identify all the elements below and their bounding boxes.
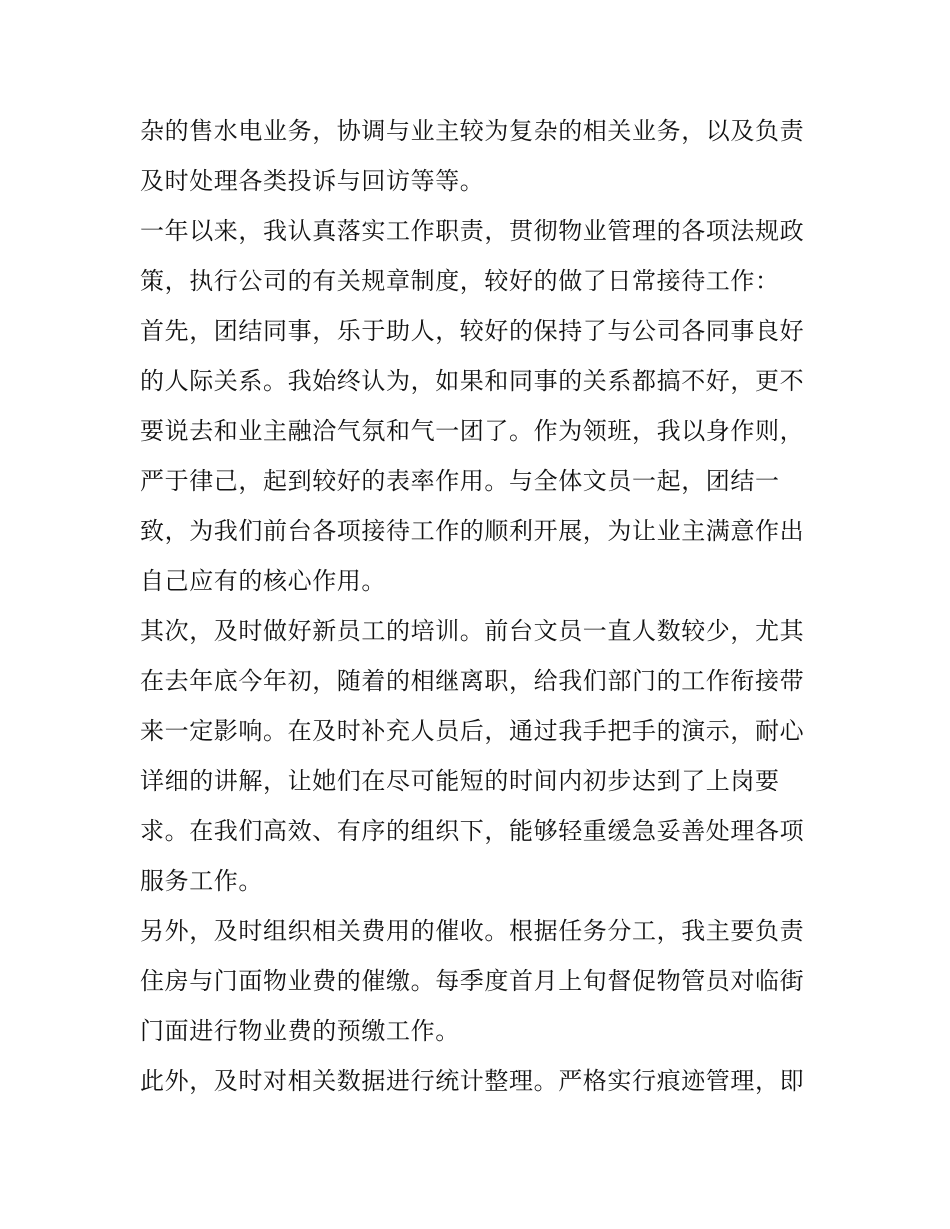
text-line: 致，为我们前台各项接待工作的顺利开展，为让业主满意作出 [140,517,805,545]
text-line: 在去年底今年初，随着的相继离职，给我们部门的工作衔接带 [140,667,805,695]
text-line: 杂的售水电业务，协调与业主较为复杂的相关业务，以及负责 [140,117,805,145]
text-line: 严于律己，起到较好的表率作用。与全体文员一起，团结一 [140,467,780,495]
text-line: 首先，团结同事，乐于助人，较好的保持了与公司各同事良好 [140,317,805,345]
text-line: 其次，及时做好新员工的培训。前台文员一直人数较少，尤其 [140,617,805,645]
text-line: 策，执行公司的有关规章制度，较好的做了日常接待工作： [140,267,780,295]
text-line: 服务工作。 [140,867,263,895]
text-line: 及时处理各类投诉与回访等等。 [140,167,485,195]
text-line: 详细的讲解，让她们在尽可能短的时间内初步达到了上岗要 [140,767,780,795]
text-line: 自己应有的核心作用。 [140,567,386,595]
document-body [140,106,820,1106]
text-line: 一年以来，我认真落实工作职责，贯彻物业管理的各项法规政 [140,217,805,245]
text-line: 此外，及时对相关数据进行统计整理。严格实行痕迹管理，即 [140,1067,805,1095]
text-line: 求。在我们高效、有序的组织下，能够轻重缓急妥善处理各项 [140,817,805,845]
text-line: 的人际关系。我始终认为，如果和同事的关系都搞不好，更不 [140,367,805,395]
text-line: 门面进行物业费的预缴工作。 [140,1017,460,1045]
text-line: 要说去和业主融洽气氛和气一团了。作为领班，我以身作则， [140,417,805,445]
text-line: 另外，及时组织相关费用的催收。根据任务分工，我主要负责 [140,917,805,945]
text-line: 来一定影响。在及时补充人员后，通过我手把手的演示，耐心 [140,717,805,745]
text-line: 住房与门面物业费的催缴。每季度首月上旬督促物管员对临街 [140,967,805,995]
